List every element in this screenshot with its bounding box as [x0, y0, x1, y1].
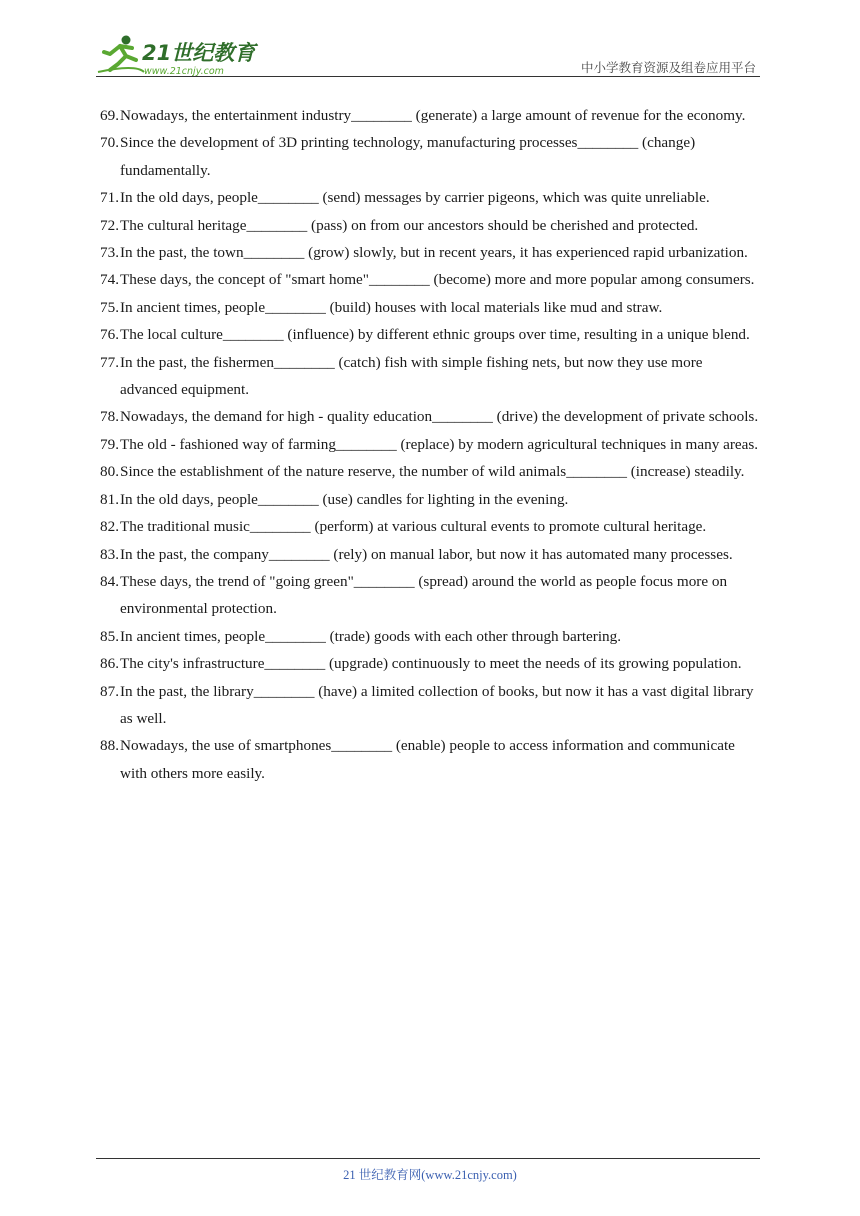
question-number: 79.	[100, 435, 119, 453]
question-number: 72.	[100, 216, 119, 234]
question-item	[100, 541, 760, 568]
question-number: 71.	[100, 189, 119, 207]
question-item	[100, 403, 760, 430]
question-text: In the past, the fishermen________ (catch) fish with simple fishing nets, but now they use more advanced equipment.	[120, 353, 703, 399]
question-text: Nowadays, the demand for high - quality education________ (drive) the development of private schools.	[120, 408, 759, 426]
logo-text: 21世纪教育	[142, 41, 256, 65]
header-divider	[96, 76, 760, 77]
question-item	[100, 102, 760, 129]
question-number: 77.	[100, 353, 119, 371]
question-item	[100, 129, 760, 184]
question-item	[100, 486, 760, 513]
question-number: 85.	[100, 627, 119, 645]
question-number: 84.	[100, 572, 119, 590]
question-item	[100, 623, 760, 650]
question-number: 75.	[100, 298, 119, 316]
question-text: These days, the trend of "going green"________ (spread) around the world as people focus more on environmental protection.	[120, 572, 728, 618]
question-number: 76.	[100, 326, 119, 344]
question-item	[100, 321, 760, 348]
question-item	[100, 212, 760, 239]
question-list	[100, 102, 760, 787]
question-text: The local culture________ (influence) by different ethnic groups over time, resulting in a unique blend.	[120, 326, 750, 344]
question-item	[100, 678, 760, 733]
page-footer: 21 世纪教育网(www.21cnjy.com)	[343, 1168, 517, 1182]
question-number: 80.	[100, 463, 119, 481]
question-number: 74.	[100, 271, 119, 289]
question-number: 81.	[100, 490, 119, 508]
question-number: 86.	[100, 655, 119, 673]
question-text: The old - fashioned way of farming________ (replace) by modern agricultural techniques in many areas.	[120, 435, 759, 453]
question-text: These days, the concept of "smart home"________ (become) more and more popular among consumers.	[120, 271, 755, 289]
question-number: 82.	[100, 518, 119, 536]
question-item	[100, 239, 760, 266]
question-item	[100, 266, 760, 293]
question-number: 73.	[100, 244, 119, 262]
question-text: In the past, the library________ (have) a limited collection of books, but now it has a vast digital library as well.	[120, 682, 754, 727]
question-text: Nowadays, the entertainment industry________ (generate) a large amount of revenue for the economy.	[120, 107, 746, 124]
question-text: The cultural heritage________ (pass) on from our ancestors should be cherished and protected.	[120, 216, 699, 234]
question-item	[100, 732, 760, 787]
question-number: 88.	[100, 737, 119, 755]
question-text: In the old days, people________ (use) candles for lighting in the evening.	[120, 490, 569, 508]
21cnjy-logo	[96, 34, 266, 78]
page-header	[96, 32, 760, 78]
question-number: 78.	[100, 408, 119, 426]
runner-icon	[98, 36, 144, 73]
logo-url: www.21cnjy.com	[144, 66, 224, 77]
question-number: 69.	[100, 107, 119, 124]
footer-divider	[96, 1158, 760, 1159]
question-item	[100, 650, 760, 677]
question-number: 70.	[100, 134, 119, 152]
question-item	[100, 431, 760, 458]
question-item	[100, 294, 760, 321]
question-text: Since the development of 3D printing technology, manufacturing processes________ (change) fundamentally.	[120, 134, 696, 179]
question-item	[100, 184, 760, 211]
question-text: Since the establishment of the nature reserve, the number of wild animals________ (increase) steadily.	[120, 463, 745, 481]
question-text: In the past, the company________ (rely) on manual labor, but now it has automated many processes.	[120, 545, 733, 563]
question-text: The city's infrastructure________ (upgrade) continuously to meet the needs of its growing population.	[120, 655, 742, 673]
question-item	[100, 458, 760, 485]
question-text: In the past, the town________ (grow) slowly, but in recent years, it has experienced rapid urbanization.	[120, 244, 748, 262]
question-item	[100, 568, 760, 623]
question-item	[100, 513, 760, 540]
question-number: 83.	[100, 545, 119, 563]
question-text: Nowadays, the use of smartphones________ (enable) people to access information and communicate with others more easily.	[120, 737, 735, 782]
question-number: 87.	[100, 682, 119, 700]
question-text: In ancient times, people________ (trade) goods with each other through bartering.	[120, 627, 622, 645]
question-text: The traditional music________ (perform) at various cultural events to promote cultural heritage.	[120, 518, 707, 536]
question-item	[100, 349, 760, 404]
question-text: In the old days, people________ (send) messages by carrier pigeons, which was quite unreliable.	[120, 189, 710, 207]
platform-tagline: 中小学教育资源及组卷应用平台	[580, 60, 756, 75]
question-text: In ancient times, people________ (build) houses with local materials like mud and straw.	[120, 298, 663, 316]
